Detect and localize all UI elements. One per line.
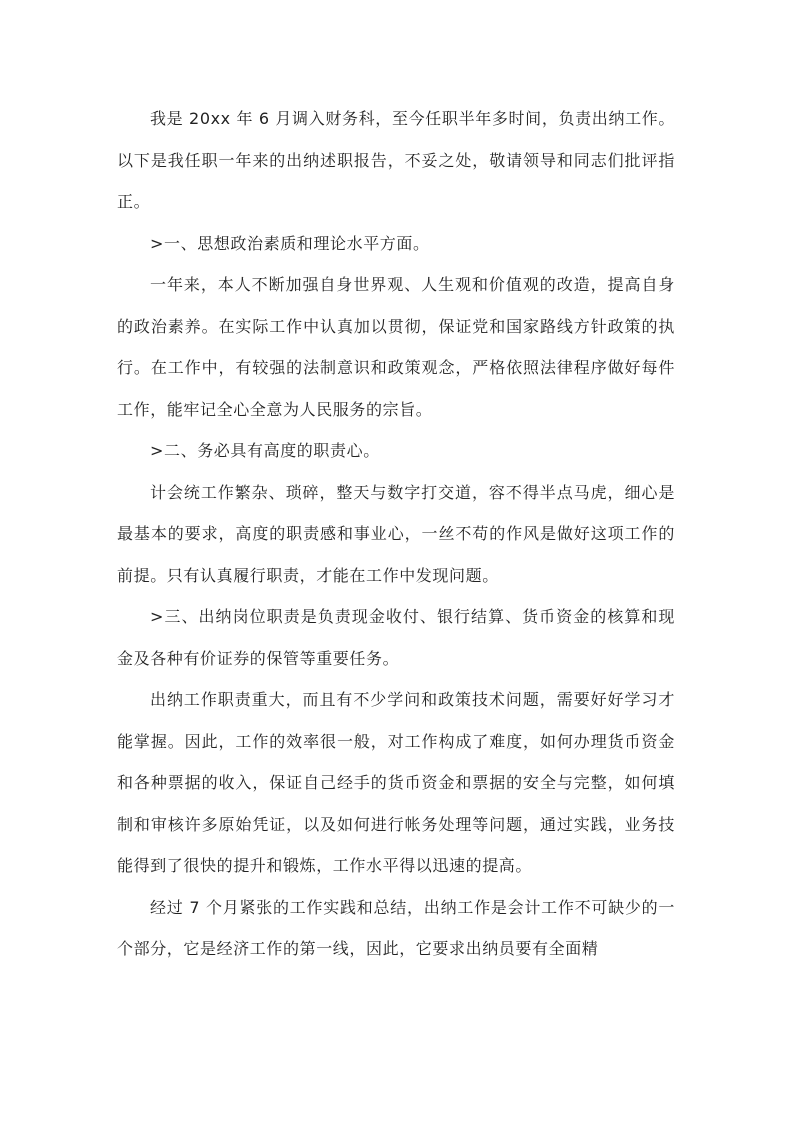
- paragraph-responsibility: 计会统工作繁杂、琐碎，整天与数字打交道，容不得半点马虎，细心是最基本的要求，高度的职责感和事业心，一丝不苟的作风是做好这项工作的前提。只有认真履行职责，才能在工作中发现问题。: [117, 482, 675, 585]
- section-heading-2: >二、务必具有高度的职责心。: [150, 441, 380, 460]
- paragraph-duties: 出纳工作职责重大，而且有不少学问和政策技术问题，需要好好学习才能掌握。因此，工作的效率很一般，对工作构成了难度，如何办理货币资金和各种票据的收入，保证自己经手的货币资金和票据的安全与完整，如何填制和审核许多原始凭证，以及如何进行帐务处理等问题，通过实践，业务技能得到了很快的提升和锻炼，工作水平得以迅速的提高。: [117, 690, 675, 875]
- section-heading-1: >一、思想政治素质和理论水平方面。: [150, 233, 430, 253]
- paragraph-summary: 经过 7 个月紧张的工作实践和总结，出纳工作是会计工作不可缺少的一个部分，它是经济工作的第一线，因此，它要求出纳员要有全面精: [117, 897, 675, 958]
- paragraph-political: 一年来，本人不断加强自身世界观、人生观和价值观的改造，提高自身的政治素养。在实际工作中认真加以贯彻，保证党和国家路线方针政策的执行。在工作中，有较强的法制意识和政策观念，严格依照法律程序做好每件工作，能牢记全心全意为人民服务的宗旨。: [117, 275, 675, 419]
- section-heading-3: >三、出纳岗位职责是负责现金收付、银行结算、货币资金的核算和现金及各种有价证券的保管等重要任务。: [117, 607, 675, 668]
- paragraph-intro: 我是 20xx 年 6 月调入财务科，至今任职半年多时间，负责出纳工作。以下是我任职一年来的出纳述职报告，不妥之处，敬请领导和同志们批评指正。: [117, 109, 675, 211]
- document-body: [117, 98, 675, 970]
